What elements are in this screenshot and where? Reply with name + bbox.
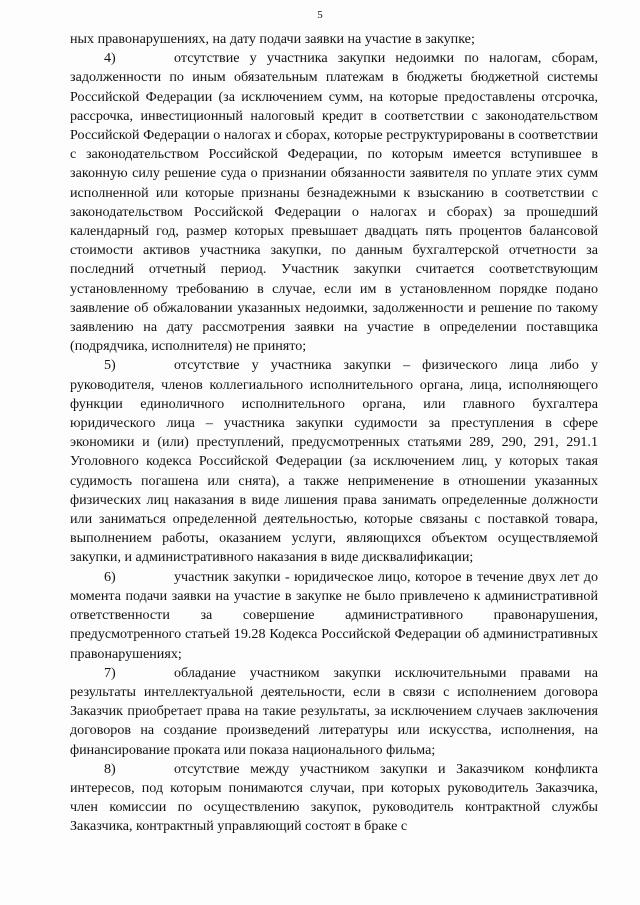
paragraph-item-7 — [70, 664, 598, 760]
item-number: 6) — [104, 568, 116, 585]
item-number: 4) — [104, 50, 116, 67]
paragraph-text: обладание участником закупки исключительными правами на результаты интеллектуальной деятельности, если в связи с исполнением договора Заказчик приобретает права на такие результаты, за исключением случаев заключения договоров на создание произведений литературы или искусства, исполнения, на финансирование проката или показа национального фильма; — [70, 664, 598, 758]
paragraph-text: отсутствие между участником закупки и Заказчиком конфликта интересов, под которым понимаются случаи, при которых руководитель Заказчика, член комиссии по осуществлению закупок, руководитель контрактной службы Заказчика, контрактный управляющий состоят в браке с — [70, 760, 598, 835]
document-body — [70, 30, 598, 837]
paragraph-text: участник закупки - юридическое лицо, которое в течение двух лет до момента подачи заявки на участие в закупке не было привлечено к административной ответственности за совершение административного правонарушения, предусмотренного статьей 19.28 Кодекса Российской Федерации об административных правонарушениях; — [70, 568, 598, 662]
item-number: 7) — [104, 664, 116, 681]
item-number: 8) — [104, 760, 116, 777]
paragraph-text: отсутствие у участника закупки – физического лица либо у руководителя, членов коллегиального исполнительного органа, лица, исполняющего функции единоличного исполнительного органа, или главного бухгалтера юридического лица – участника закупки судимости за преступления в сфере экономики и (или) преступлений, предусмотренных статьями 289, 290, 291, 291.1 Уголовного кодекса Российской Федерации (за исключением лиц, у которых такая судимость погашена или снята), а также неприменение в отношении указанных физических лиц наказания в виде лишения права занимать определенные должности или заниматься определенной деятельностью, которые связаны с поставкой товара, выполнением работы, оказанием услуги, являющихся объектом осуществляемой закупки, и административного наказания в виде дисквалификации; — [70, 357, 598, 566]
paragraph-item-5 — [70, 356, 598, 567]
paragraph-continuation — [70, 30, 598, 49]
item-number: 5) — [104, 357, 116, 374]
paragraph-text: отсутствие у участника закупки недоимки по налогам, сборам, задолженности по иным обязательным платежам в бюджеты бюджетной системы Российской Федерации (за исключением сумм, на которые предоставлены отсрочка, рассрочка, инвестиционный налоговый кредит в соответствии с законодательством Российской Федерации о налогах и сборах, которые реструктурированы в соответствии с законодательством Российской Федерации, по которым имеется вступившее в законную силу решение суда о признании обязанности заявителя по уплате этих сумм исполненной или которые признаны безнадежными к взысканию в соответствии с законодательством Российской Федерации о налогах и сборах) за прошедший календарный год, размер которых превышает двадцать пять процентов балансовой стоимости активов участника закупки, по данным бухгалтерской отчетности за последний отчетный период. Участник закупки считается соответствующим установленному требованию в случае, если им в установленном порядке подано заявление об обжаловании указанных недоимки, задолженности и решение по такому заявлению на дату рассмотрения заявки на участие в определении поставщика (подрядчика, исполнителя) не принято; — [70, 50, 598, 355]
paragraph-item-6 — [70, 568, 598, 664]
paragraph-item-8 — [70, 760, 598, 837]
paragraph-text: ных правонарушениях, на дату подачи заявки на участие в закупке; — [70, 31, 475, 47]
paragraph-item-4 — [70, 49, 598, 356]
page-number: 5 — [317, 9, 323, 21]
